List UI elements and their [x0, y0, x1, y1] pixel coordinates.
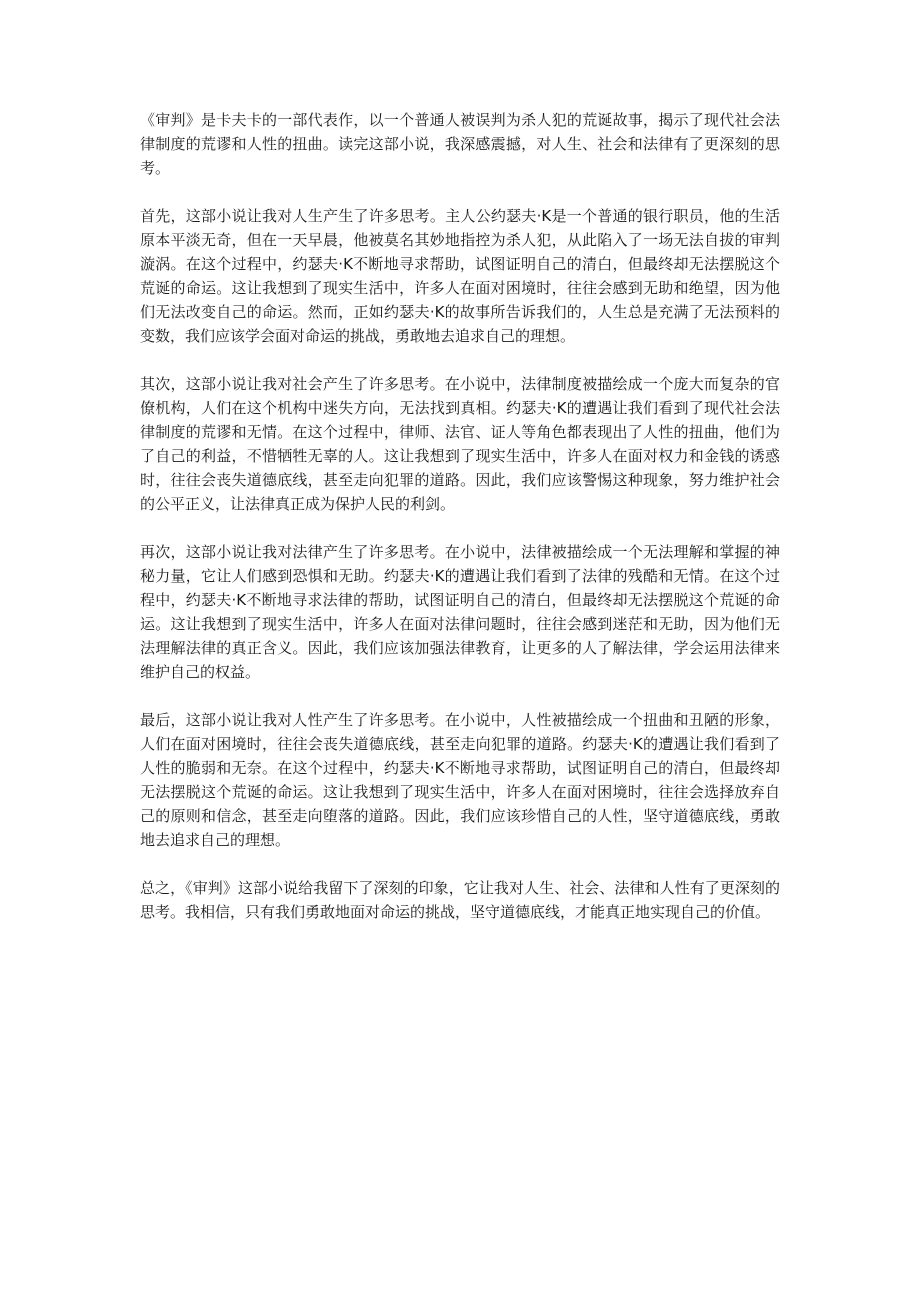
paragraph-conclusion: 总之，《审判》这部小说给我留下了深刻的印象，它让我对人生、社会、法律和人性有了更深刻的思考。我相信，只有我们勇敢地面对命运的挑战，坚守道德底线，才能真正地实现自己的价值。 [140, 879, 780, 921]
paragraph-society: 其次，这部小说让我对社会产生了许多思考。在小说中，法律制度被描绘成一个庞大而复杂的官僚机构，人们在这个机构中迷失方向，无法找到真相。约瑟夫·K的遭遇让我们看到了现代社会法律制度的荒谬和无情。在这个过程中，律师、法官、证人等角色都表现出了人性的扭曲，他们为了自己的利益，不惜牺牲无辜的人。这让我想到了现实生活中，许多人在面对权力和金钱的诱惑时，往往会丧失道德底线，甚至走向犯罪的道路。因此，我们应该警惕这种现象，努力维护社会的公平正义，让法律真正成为保护人民的利剑。 [140, 375, 780, 513]
document-body [140, 108, 780, 948]
paragraph-law: 再次，这部小说让我对法律产生了许多思考。在小说中，法律被描绘成一个无法理解和掌握的神秘力量，它让人们感到恐惧和无助。约瑟夫·K的遭遇让我们看到了法律的残酷和无情。在这个过程中，约瑟夫·K不断地寻求法律的帮助，试图证明自己的清白，但最终却无法摆脱这个荒诞的命运。这让我想到了现实生活中，许多人在面对法律问题时，往往会感到迷茫和无助，因为他们无法理解法律的真正含义。因此，我们应该加强法律教育，让更多的人了解法律，学会运用法律来维护自己的权益。 [140, 543, 780, 681]
paragraph-life: 首先，这部小说让我对人生产生了许多思考。主人公约瑟夫·K是一个普通的银行职员，他的生活原本平淡无奇，但在一天早晨，他被莫名其妙地指控为杀人犯，从此陷入了一场无法自拔的审判漩涡。在这个过程中，约瑟夫·K不断地寻求帮助，试图证明自己的清白，但最终却无法摆脱这个荒诞的命运。这让我想到了现实生活中，许多人在面对困境时，往往会感到无助和绝望，因为他们无法改变自己的命运。然而，正如约瑟夫·K的故事所告诉我们的，人生总是充满了无法预料的变数，我们应该学会面对命运的挑战，勇敢地去追求自己的理想。 [140, 207, 780, 345]
paragraph-intro: 《审判》是卡夫卡的一部代表作，以一个普通人被误判为杀人犯的荒诞故事，揭示了现代社会法律制度的荒谬和人性的扭曲。读完这部小说，我深感震撼，对人生、社会和法律有了更深刻的思考。 [140, 111, 780, 177]
paragraph-humanity: 最后，这部小说让我对人性产生了许多思考。在小说中，人性被描绘成一个扭曲和丑陋的形象，人们在面对困境时，往往会丧失道德底线，甚至走向犯罪的道路。约瑟夫·K的遭遇让我们看到了人性的脆弱和无奈。在这个过程中，约瑟夫·K不断地寻求帮助，试图证明自己的清白，但最终却无法摆脱这个荒诞的命运。这让我想到了现实生活中，许多人在面对困境时，往往会选择放弃自己的原则和信念，甚至走向堕落的道路。因此，我们应该珍惜自己的人性，坚守道德底线，勇敢地去追求自己的理想。 [140, 711, 780, 849]
